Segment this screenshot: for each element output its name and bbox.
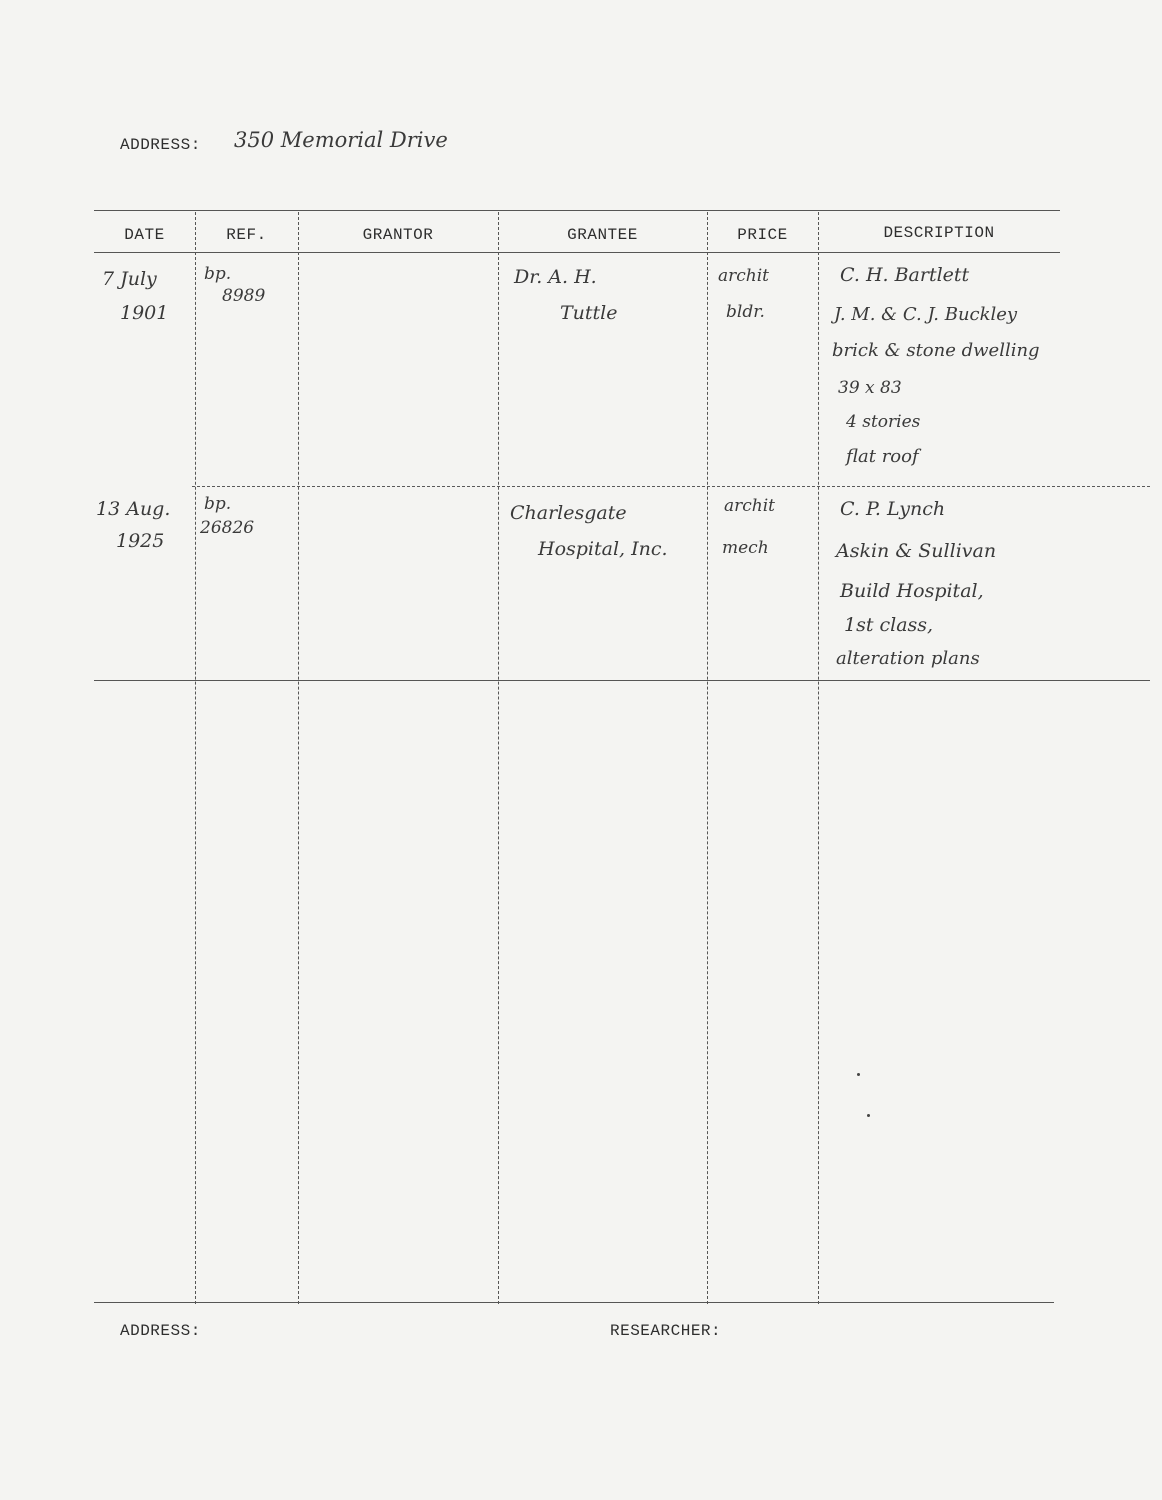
grantee-line: Charlesgate xyxy=(510,502,627,524)
description-line: 39 x 83 xyxy=(838,378,902,398)
grantee-line: Dr. A. H. xyxy=(514,266,597,288)
ref-type: bp. xyxy=(204,494,232,514)
description-line: J. M. & C. J. Buckley xyxy=(834,304,1018,325)
header-grantor: GRANTOR xyxy=(362,226,434,244)
price-line: archit xyxy=(724,496,775,516)
header-ref: REF. xyxy=(226,226,267,244)
description-line: brick & stone dwelling xyxy=(832,340,1040,361)
table-bottom-border xyxy=(94,1302,1054,1303)
row-divider xyxy=(192,486,1150,487)
price-line: mech xyxy=(722,538,769,558)
footer-address-label: ADDRESS: xyxy=(120,1322,201,1340)
table-top-border xyxy=(94,210,1060,211)
column-divider xyxy=(498,212,499,1304)
header-divider xyxy=(94,252,1060,253)
address-value: 350 Memorial Drive xyxy=(234,128,448,152)
description-line: 1st class, xyxy=(844,614,934,636)
header-description: DESCRIPTION xyxy=(883,224,995,242)
description-line: flat roof xyxy=(846,446,919,467)
grantee-line: Tuttle xyxy=(560,302,618,324)
ref-type: bp. xyxy=(204,264,232,284)
date-day-month: 13 Aug. xyxy=(96,498,171,520)
description-line: alteration plans xyxy=(836,648,980,669)
header-date: DATE xyxy=(124,226,165,244)
ink-speck xyxy=(857,1073,860,1076)
description-line: C. H. Bartlett xyxy=(840,264,970,286)
column-divider xyxy=(707,212,708,1304)
date-year: 1901 xyxy=(120,302,169,324)
description-line: C. P. Lynch xyxy=(840,498,946,520)
grantee-line: Hospital, Inc. xyxy=(538,538,668,560)
price-line: archit xyxy=(718,266,769,286)
date-year: 1925 xyxy=(116,530,165,552)
column-divider xyxy=(818,212,819,1304)
column-divider xyxy=(195,212,196,1304)
date-day-month: 7 July xyxy=(102,268,157,290)
ref-number: 26826 xyxy=(200,518,255,538)
header-grantee: GRANTEE xyxy=(567,226,638,244)
ink-speck xyxy=(867,1114,870,1117)
header-price: PRICE xyxy=(737,226,788,244)
description-line: Build Hospital, xyxy=(840,580,984,602)
description-line: 4 stories xyxy=(846,412,921,432)
ref-number: 8989 xyxy=(222,286,266,306)
footer-researcher-label: RESEARCHER: xyxy=(610,1322,722,1340)
column-divider xyxy=(298,212,299,1304)
price-line: bldr. xyxy=(726,302,765,322)
address-label: ADDRESS: xyxy=(120,136,201,154)
description-line: Askin & Sullivan xyxy=(836,540,997,562)
row-divider xyxy=(94,680,1150,681)
